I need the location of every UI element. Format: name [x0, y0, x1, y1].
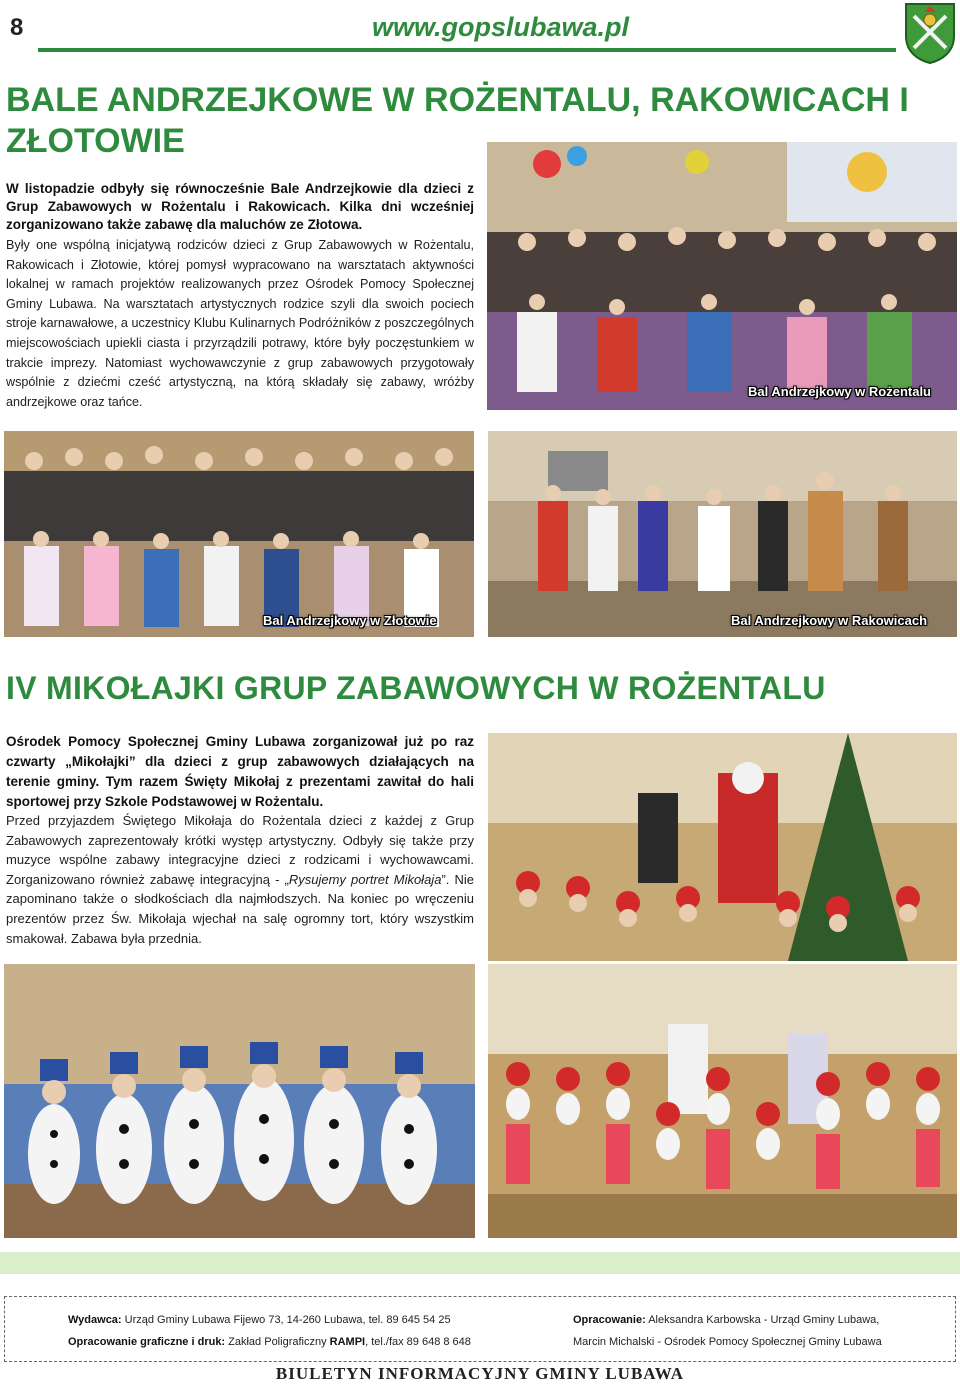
- caption-rakowice: Bal Andrzejkowy w Rakowicach: [731, 613, 928, 628]
- print-value-pre: Zakład Poligraficzny: [228, 1336, 327, 1348]
- article-body-mikolajki: [6, 811, 474, 948]
- print-label: Opracowanie graficzne i druk:: [68, 1336, 226, 1348]
- body-text-part1: Przed przyjazdem Świętego Mikołaja do Rożentala dzieci z każdej z Grup Zabawowych zaprezentowały krótki występ artystyczny. Odbyły się także przy muzyce wspólne zabawy integracyjne dzieci z rodzicami i wychowawcami. Zorganizowano również zabawę integracyjną - „: [6, 813, 474, 887]
- publisher-value: Urząd Gminy Lubawa Fijewo 73, 14-260 Lubawa, tel. 89 645 54 25: [124, 1314, 451, 1326]
- editor-line: [573, 1309, 882, 1331]
- print-line: [68, 1331, 471, 1353]
- photo-bal-rozental: [487, 142, 957, 410]
- article-title-mikolajki: IV MIKOŁAJKI GRUP ZABAWOWYCH W ROŻENTALU: [6, 670, 826, 706]
- article-body-bale: Były one wspólną inicjatywą rodziców dzieci z Grup Zabawowych w Rożentalu, Rakowicach i Złotowie, której pomysł wypracowano na warsztatach aktywności lokalnej w ramach projektów realizowanych przez Ośrodek Pomocy Społecznej Gminy Lubawa. Na warsztatach artystycznych rodzice szyli dla swoich pociech stroje karnawałowe, a uczestnicy Klubu Kulinarnych Podróżników z poszczególnych miejscowościach upiekli ciasta i przyrządzili potrawy, które były poczęstunkiem w trakcie imprezy. Natomiast wychowawczynie z grup zabawowych przygotowały wspólnie z dziećmi cześć artystyczną, na którą składały się zabawy, wróżby andrzejkowe oraz tańce.: [6, 238, 474, 409]
- editor-value: Aleksandra Karbowska - Urząd Gminy Lubawa,: [648, 1314, 880, 1326]
- footer-right: [573, 1309, 882, 1353]
- body-text-italic: Rysujemy portret Mikołaja: [288, 871, 442, 887]
- header-rule: [38, 48, 896, 52]
- photo-bal-rakowice: [488, 431, 957, 637]
- article-title-bale: BALE ANDRZEJKOWE W ROŻENTALU, RAKOWICACH I ZŁOTOWIE: [6, 81, 909, 160]
- print-value-post: , tel./fax 89 648 8 648: [365, 1336, 471, 1348]
- bulletin-title: [0, 1364, 960, 1384]
- footer-left: [68, 1309, 471, 1353]
- editor-line-2: Marcin Michalski - Ośrodek Pomocy Społecznej Gminy Lubawa: [573, 1336, 882, 1348]
- photo-santa-hats: [488, 964, 957, 1238]
- bulletin-text: BIULETYN INFORMACYJNY GMINY LUBAWA: [266, 1364, 694, 1383]
- site-url-link[interactable]: www.gopslubawa.pl: [372, 12, 630, 42]
- footer-band: [0, 1252, 960, 1274]
- photo-snowmen: [4, 964, 475, 1238]
- print-brand: RAMPI: [329, 1336, 366, 1348]
- photo-mikolaj: [488, 733, 957, 961]
- caption-zlotowo: Bal Andrzejkowy w Złotowie: [263, 613, 437, 628]
- publisher-line: [68, 1309, 471, 1331]
- body-text-part2: ”. Nie zapominano także o słodkościach dla najmłodszych. Na koniec po wręczeniu prezentów przez Św. Mikołaja wjechał na salę ogromny tort, który wszystkim smakował. Zabawa była przednia.: [6, 871, 475, 946]
- article-lead-mikolajki: Ośrodek Pomocy Społecznej Gminy Lubawa zorganizował już po raz czwarty „Mikołajki” dla dzieci z grup zabawowych działających na terenie gminy. Tym razem Święty Mikołaj z prezentami zawitał do hali sportowej przy Szkole Podstawowej w Rożentalu.: [6, 734, 474, 809]
- publisher-label: Wydawca:: [68, 1314, 122, 1326]
- page-number: 8: [10, 14, 24, 41]
- page-header: [0, 0, 960, 60]
- caption-rozental: Bal Andrzejkowy w Rożentalu: [748, 384, 931, 399]
- photo-bal-zlotowo: [4, 431, 474, 637]
- article-lead-bale: W listopadzie odbyły się równocześnie Bale Andrzejkowie dla dzieci z Grup Zabawowych w Rożentalu i Rakowicach. Kilka dni wcześniej zorganizowano także zabawę dla maluchów ze Złotowa.: [6, 181, 474, 232]
- coat-of-arms-icon: [904, 2, 956, 64]
- editor-label: Opracowanie:: [573, 1314, 646, 1326]
